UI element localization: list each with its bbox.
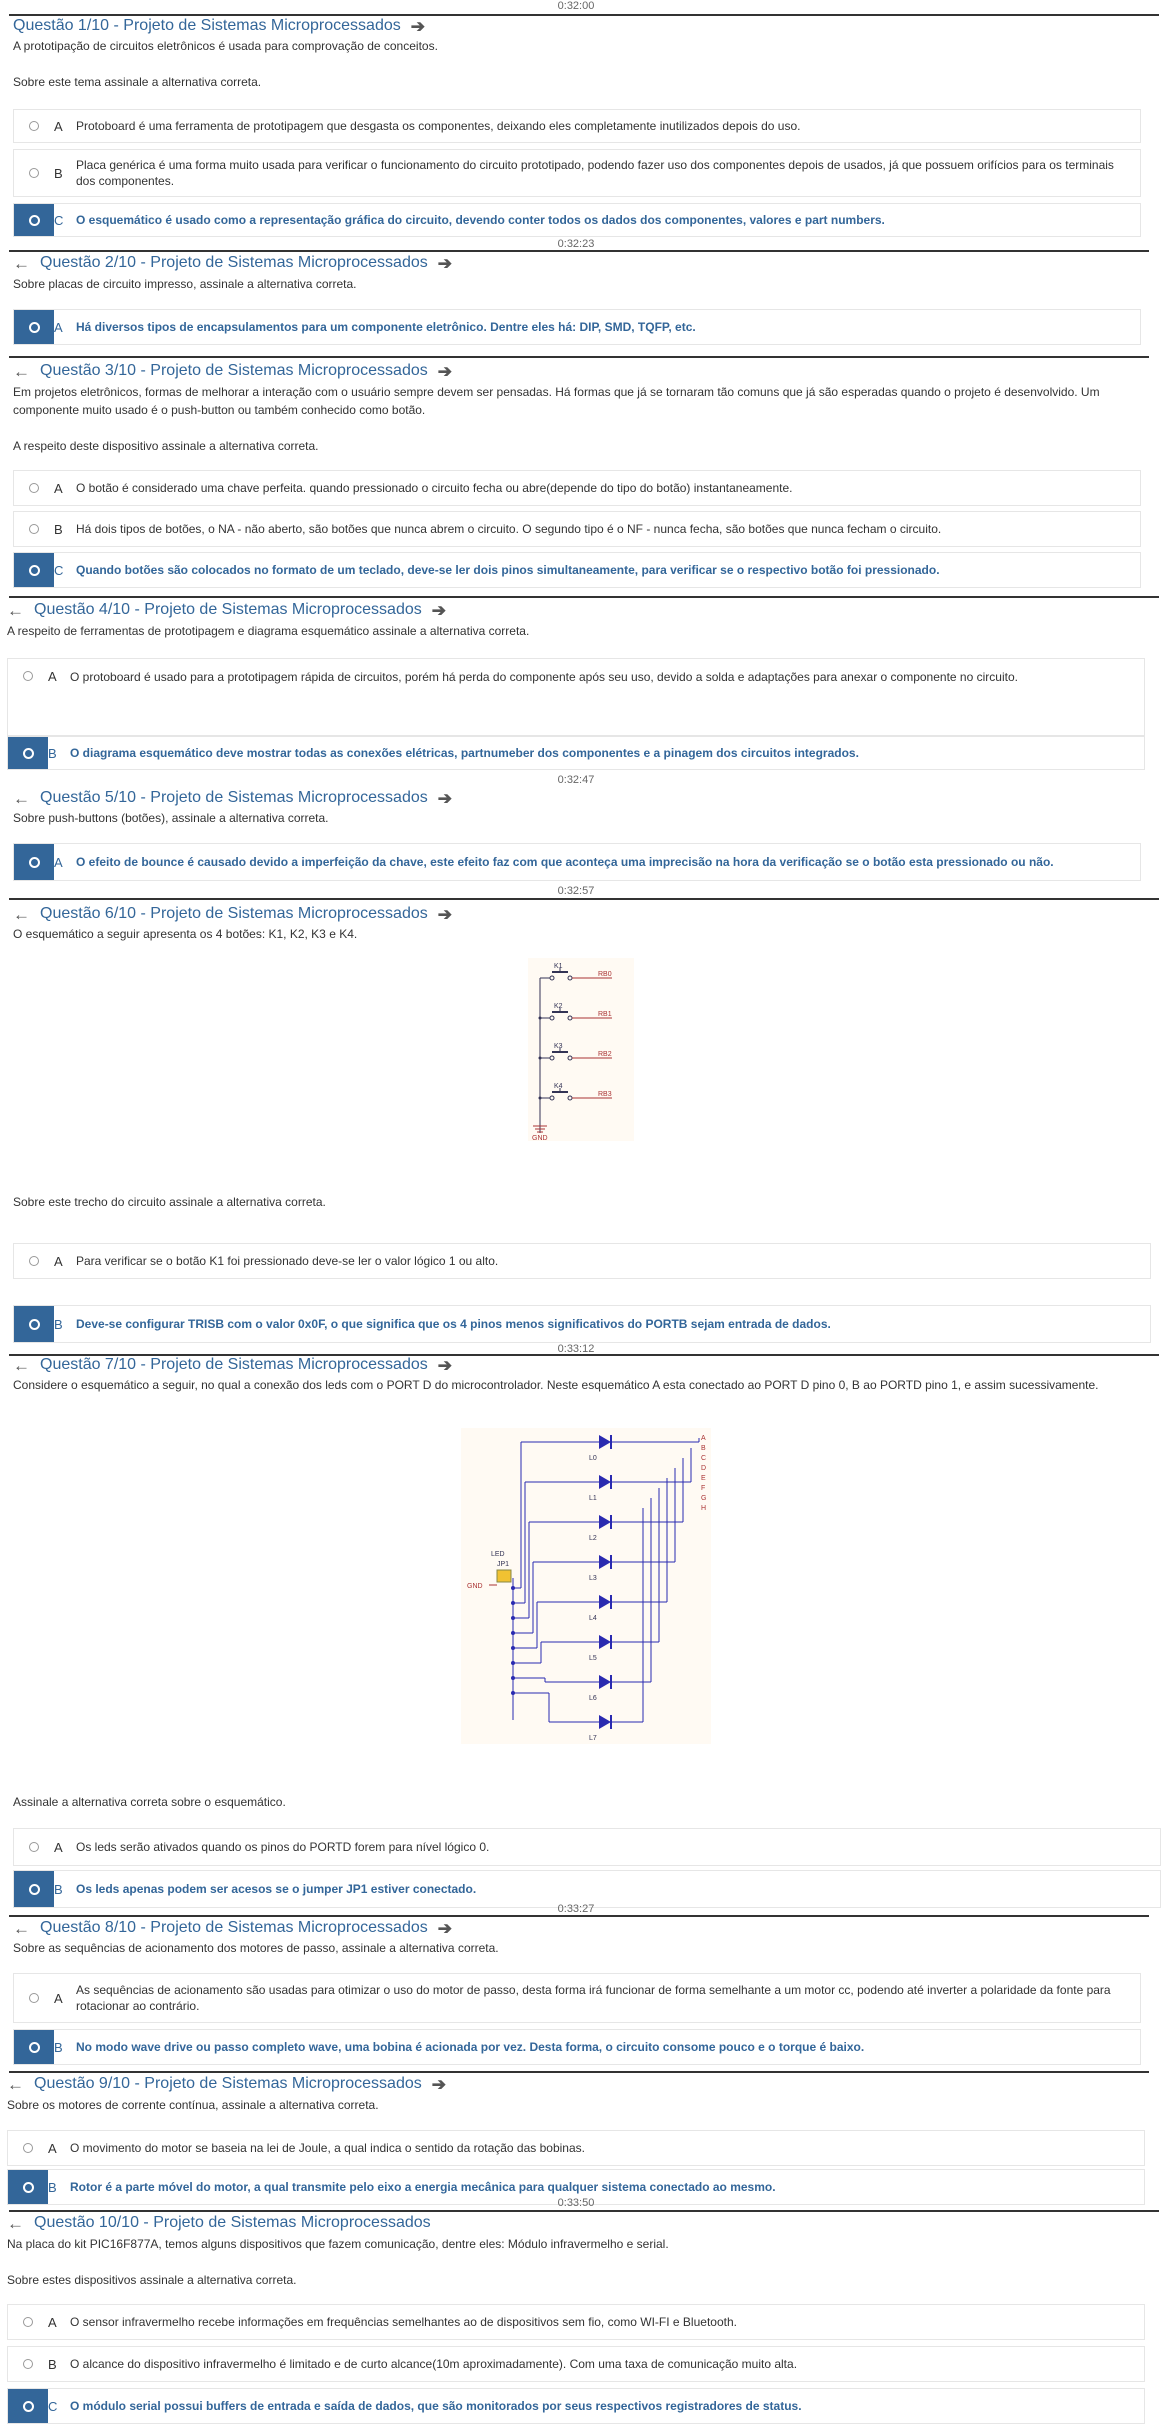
arrow-right-icon[interactable]: ➔ [410,16,425,36]
option-text: O botão é considerado uma chave perfeita. quando pressionado o circuito fecha ou abre(depende do tipo do botão) instantaneamente. [76,481,793,495]
radio-button[interactable] [14,1974,54,2022]
option-letter: C [48,2398,58,2414]
question-title [7,601,446,619]
arrow-left-icon[interactable]: ← [13,904,30,924]
switch-k4 [540,1083,612,1100]
radio-button[interactable] [14,110,54,142]
arrow-left-icon[interactable]: ← [13,1355,30,1375]
question-title [13,254,452,272]
radio-button[interactable] [14,1829,54,1865]
arrow-right-icon[interactable]: ➔ [437,253,452,273]
question-statement-2: Sobre este trecho do circuito assinale a alternativa correta. [13,1195,326,1209]
radio-button[interactable] [14,512,54,546]
arrow-left-icon[interactable]: ← [7,2074,24,2094]
pin-label: E [701,1475,706,1482]
option-letter: B [48,745,57,761]
question-statement: A prototipação de circuitos eletrônicos é usada para comprovação de conceitos. Sobre este tema assinale a alternativa correta. [13,39,438,89]
led-label: L6 [589,1695,597,1702]
divider [9,2210,1159,2212]
option-b[interactable] [7,2346,1145,2382]
pin-label: RB1 [598,1011,612,1018]
led-symbol [599,1555,611,1569]
led-symbol [599,1515,611,1529]
option-text: Quando botões são colocados no formato de um teclado, deve-se ler dois pinos simultaneamente, para verificar se o respectivo botão foi pressionado. [76,563,940,577]
radio-button[interactable] [8,2347,48,2381]
arrow-left-icon[interactable]: ← [13,1918,30,1938]
led-symbol [599,1675,611,1689]
pin-label: RB3 [598,1091,612,1098]
divider [9,356,1149,358]
option-c[interactable] [13,203,1141,237]
question-statement: Na placa do kit PIC16F877A, temos alguns dispositivos que fazem comunicação, dentre eles: Módulo infravermelho e serial. Sobre estes dispositivos assinale a alternativa correta. [7,2237,669,2287]
radio-button[interactable] [14,1244,54,1278]
option-text: As sequências de acionamento são usadas para otimizar o uso do motor de passo, desta forma irá funcionar de forma semelhante a um motor cc, podendo até inverter a polaridade da fonte para rotacionar ao contrário. [76,1983,1111,2013]
option-text: Há dois tipos de botões, o NA - não aberto, são botões que nunca abrem o circuito. O segundo tipo é o NF - nunca fecha, são botões que nunca fecham o circuito. [76,522,942,536]
radio-button-selected[interactable] [8,2389,48,2423]
pin-label: G [701,1495,707,1502]
option-a[interactable] [13,1828,1161,1866]
question-statement: A respeito de ferramentas de prototipagem e diagrama esquemático assinale a alternativa correta. [7,624,530,638]
option-letter: A [48,669,57,684]
option-a[interactable] [7,2130,1145,2166]
option-letter: A [48,2140,57,2156]
arrow-right-icon[interactable]: ➔ [431,600,446,620]
option-a[interactable] [13,309,1141,345]
arrow-left-icon[interactable]: ← [13,253,30,273]
question-title-text: Questão 4/10 - Projeto de Sistemas Microprocessados [34,601,422,618]
switch-label: K2 [554,1003,563,1010]
junction-dot [511,1646,515,1650]
radio-button-selected[interactable] [8,2170,48,2204]
led-net-label: LED [491,1551,505,1558]
arrow-left-icon[interactable]: ← [7,2213,24,2233]
junction-dot [511,1661,515,1665]
option-letter: B [48,2179,57,2195]
question-statement: Sobre placas de circuito impresso, assinale a alternativa correta. [13,277,357,291]
led-label: L4 [589,1615,597,1622]
radio-button[interactable] [14,471,54,505]
option-b[interactable] [13,149,1141,197]
question-title [13,1356,452,1374]
question-title-text: Questão 6/10 - Projeto de Sistemas Microprocessados [40,905,428,922]
led-symbol [599,1435,611,1449]
led-symbol [599,1595,611,1609]
question-title-text: Questão 1/10 - Projeto de Sistemas Microprocessados [13,17,401,34]
arrow-right-icon[interactable]: ➔ [431,2074,446,2094]
led-label: L1 [589,1495,597,1502]
arrow-right-icon[interactable]: ➔ [437,904,452,924]
pin-label: RB0 [598,971,612,978]
question-statement: Considere o esquemático a seguir, no qual a conexão dos leds com o PORT D do microcontrolador. Neste esquemático A esta conectado ao PORT D pino 0, B ao PORTD pino 1, e assim sucessivamente. [13,1378,1099,1392]
timer: 0:32:23 [557,238,595,250]
question-title-text: Questão 7/10 - Projeto de Sistemas Microprocessados [40,1356,428,1373]
question-statement-2: Assinale a alternativa correta sobre o esquemático. [13,1795,286,1809]
divider [9,14,1159,16]
radio-button[interactable] [14,150,54,196]
option-text: Para verificar se o botão K1 foi pressionado deve-se ler o valor lógico 1 ou alto. [76,1254,499,1268]
option-c[interactable] [7,2388,1145,2424]
option-letter: B [54,521,63,537]
timer: 0:32:47 [557,774,595,786]
option-b[interactable] [7,736,1145,770]
arrow-left-icon[interactable]: ← [13,788,30,808]
radio-button-selected[interactable] [14,1306,54,1342]
timer: 0:33:12 [557,1343,595,1355]
option-text: Rotor é a parte móvel do motor, a qual transmite pelo eixo a energia mecânica para qualquer sistema conectado ao mesmo. [70,2180,776,2194]
switch-k1 [540,963,612,980]
schematic-svg [528,958,634,1141]
junction-dot [511,1691,515,1695]
junction-dot [511,1601,515,1605]
pin-label: C [701,1455,707,1462]
option-text: Deve-se configurar TRISB com o valor 0x0F, o que significa que os 4 pinos menos significativos do PORTB sejam entrada de dados. [76,1317,831,1331]
option-b[interactable] [13,2029,1141,2065]
option-text: O esquemático é usado como a representação gráfica do circuito, devendo conter todos os dados dos componentes, valores e part numbers. [76,213,885,227]
option-letter: A [54,1990,63,2006]
led-label: L2 [589,1535,597,1542]
option-letter: A [54,854,63,870]
option-c[interactable] [13,552,1141,588]
leds-schematic [461,1428,711,1744]
radio-button-selected[interactable] [14,1871,54,1907]
pin-label: F [701,1485,706,1492]
option-letter: A [54,118,63,134]
option-a[interactable] [13,843,1141,881]
jumper-symbol [497,1570,511,1582]
radio-button-selected[interactable] [14,310,54,344]
option-text: O módulo serial possui buffers de entrada e saída de dados, que são monitorados por seus respectivos registradores de status. [70,2399,802,2413]
divider [9,1915,1149,1917]
option-letter: B [48,2356,57,2372]
junction-dot [511,1676,515,1680]
question-title-text: Questão 9/10 - Projeto de Sistemas Microprocessados [34,2075,422,2092]
option-letter: A [54,319,63,335]
radio-button-selected[interactable] [14,2030,54,2064]
radio-button[interactable] [8,2131,48,2165]
junction-dot [511,1631,515,1635]
option-letter: C [54,562,64,578]
question-statement: Sobre as sequências de acionamento dos motores de passo, assinale a alternativa correta. [13,1941,499,1955]
led-label: L0 [589,1455,597,1462]
jumper-label: JP1 [497,1561,510,1568]
option-letter: A [54,1839,63,1855]
switch-label: K1 [554,963,563,970]
switch-label: K4 [554,1083,563,1090]
option-text: Placa genérica é uma forma muito usada para verificar o funcionamento do circuito prototipado, podendo fazer uso dos componentes depois de usados, já que possuem orifícios para os terminais dos componentes. [76,158,1114,188]
buttons-schematic [528,958,634,1141]
schematic-svg [461,1428,711,1744]
option-a[interactable] [7,658,1145,736]
option-letter: B [54,165,63,181]
radio-button-selected[interactable] [14,553,54,587]
question-statement: Em projetos eletrônicos, formas de melhorar a interação com o usuário sempre devem ser pensadas. Há formas que já se tornaram tão comuns que já são esperadas quando o projeto é desenvolvido. Um componente muito usado é o push-button ou também conhecido como botão. A respeito deste dispositivo assinale a alternativa correta. [13,385,1100,453]
option-a[interactable] [13,470,1141,506]
option-text: No modo wave drive ou passo completo wave, uma bobina é acionada por vez. Desta forma, o circuito consome pouco e o torque é baixo. [76,2040,865,2054]
timer: 0:33:27 [557,1903,595,1915]
question-title-text: Questão 10/10 - Projeto de Sistemas Microprocessados [34,2214,431,2231]
radio-button[interactable] [8,2305,48,2339]
option-letter: B [54,1881,63,1897]
option-letter: A [54,480,63,496]
pin-label: RB2 [598,1051,612,1058]
option-text: Os leds serão ativados quando os pinos do PORTD forem para nível lógico 0. [76,1840,490,1854]
option-a[interactable] [13,1243,1151,1279]
question-title [13,789,452,807]
radio-button-selected[interactable] [8,737,48,769]
option-a[interactable] [7,2304,1145,2340]
arrow-right-icon[interactable]: ➔ [437,361,452,381]
option-text: O protoboard é usado para a prototipagem rápida de circuitos, porém há perda do componente após seu uso, devido a solda e adaptações para anexar o componente no circuito. [70,670,1018,684]
option-letter: C [54,212,64,228]
arrow-left-icon[interactable]: ← [13,361,30,381]
option-text: O movimento do motor se baseia na lei de Joule, a qual indica o sentido da rotação das bobinas. [70,2141,585,2155]
question-title-text: Questão 8/10 - Projeto de Sistemas Microprocessados [40,1919,428,1936]
arrow-right-icon[interactable]: ➔ [437,788,452,808]
option-letter: A [48,2314,57,2330]
question-title-text: Questão 2/10 - Projeto de Sistemas Microprocessados [40,254,428,271]
option-text: Protoboard é uma ferramenta de prototipagem que desgasta os componentes, deixando eles completamente inutilizados depois do uso. [76,119,801,133]
option-text: O sensor infravermelho recebe informações em frequências semelhantes ao de dispositivos sem fio, como WI-FI e Bluetooth. [70,2315,737,2329]
pin-label: A [701,1435,706,1442]
radio-button-selected[interactable] [14,844,54,880]
question-statement: O esquemático a seguir apresenta os 4 botões: K1, K2, K3 e K4. [13,927,358,941]
pin-label: H [701,1505,707,1512]
junction-dot [511,1616,515,1620]
junction-dot [511,1586,515,1590]
option-text: O diagrama esquemático deve mostrar todas as conexões elétricas, partnumeber dos componentes e a pinagem dos circuitos integrados. [70,746,859,760]
gnd-label: GND [467,1583,483,1590]
led-symbol [599,1635,611,1649]
option-text: O alcance do dispositivo infravermelho é limitado e de curto alcance(10m aproximadamente). Com uma taxa de comunicação muito alta. [70,2357,798,2371]
gnd-label: GND [532,1135,548,1141]
divider [9,2071,1149,2073]
question-title-text: Questão 3/10 - Projeto de Sistemas Microprocessados [40,362,428,379]
option-letter: B [54,1316,63,1332]
option-text: O efeito de bounce é causado devido a imperfeição da chave, este efeito faz com que aconteça uma imprecisão na hora da verificação se o botão esta pressionado ou não. [76,855,1054,869]
arrow-left-icon[interactable]: ← [7,600,24,620]
switch-k3 [540,1043,612,1060]
question-statement: Sobre push-buttons (botões), assinale a alternativa correta. [13,811,329,825]
question-title-text: Questão 5/10 - Projeto de Sistemas Microprocessados [40,789,428,806]
led-symbol [599,1475,611,1489]
option-letter: A [54,1253,63,1269]
timer: 0:32:57 [557,885,595,897]
option-b[interactable] [13,511,1141,547]
question-title [7,2075,446,2093]
question-title [13,17,425,35]
option-b[interactable] [13,1305,1151,1343]
question-title [7,2214,431,2232]
led-label: L3 [589,1575,597,1582]
led-symbol [599,1715,611,1729]
arrow-right-icon[interactable]: ➔ [437,1918,452,1938]
pin-label: D [701,1465,707,1472]
option-text: Há diversos tipos de encapsulamentos para um componente eletrônico. Dentre eles há: DIP, SMD, TQFP, etc. [76,320,696,334]
question-statement: Sobre os motores de corrente contínua, assinale a alternativa correta. [7,2098,379,2112]
option-text: Os leds apenas podem ser acesos se o jumper JP1 estiver conectado. [76,1882,477,1896]
divider [9,596,1159,598]
radio-button[interactable] [8,659,48,681]
option-a[interactable] [13,1973,1141,2023]
timer: 0:32:00 [557,0,595,12]
divider [9,250,1149,252]
switch-k2 [540,1003,612,1020]
radio-button-selected[interactable] [14,204,54,236]
question-title [13,362,452,380]
question-title [13,905,452,923]
option-a[interactable] [13,109,1141,143]
arrow-right-icon[interactable]: ➔ [437,1355,452,1375]
divider [9,898,1159,900]
question-title [13,1919,452,1937]
pin-label: B [701,1445,706,1452]
led-label: L5 [589,1655,597,1662]
led-label: L7 [589,1735,597,1742]
timer: 0:33:50 [557,2197,595,2209]
option-letter: B [54,2039,63,2055]
switch-label: K3 [554,1043,563,1050]
